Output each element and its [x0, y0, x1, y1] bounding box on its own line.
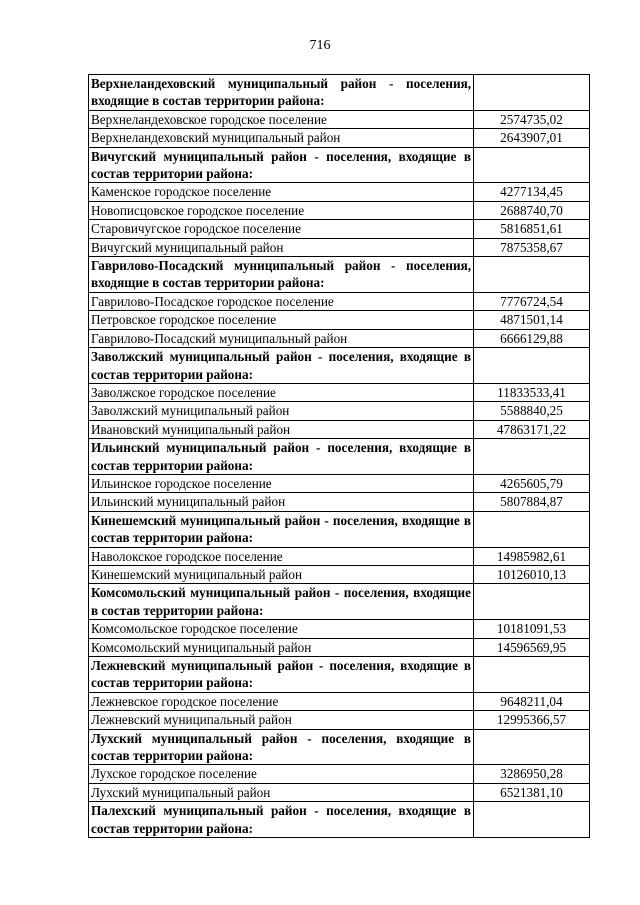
settlement-name: Верхнеландеховское городское поселение — [89, 110, 474, 128]
settlement-name: Лухское городское поселение — [89, 765, 474, 783]
settlement-name: Вичугский муниципальный район — [89, 238, 474, 256]
district-header-row — [89, 729, 590, 765]
district-header-row — [89, 439, 590, 475]
settlement-name: Заволжский муниципальный район — [89, 402, 474, 420]
district-header-row — [89, 657, 590, 693]
amount-cell — [474, 729, 590, 765]
table-row — [89, 110, 590, 128]
settlement-name: Каменское городское поселение — [89, 183, 474, 201]
table-row — [89, 329, 590, 347]
amount-cell: 4277134,45 — [474, 183, 590, 201]
settlement-name: Старовичугское городское поселение — [89, 220, 474, 238]
amount-cell: 14985982,61 — [474, 547, 590, 565]
settlement-name: Лухский муниципальный район — [89, 783, 474, 801]
amount-cell: 7776724,54 — [474, 292, 590, 310]
amount-cell: 6521381,10 — [474, 783, 590, 801]
table-row — [89, 638, 590, 656]
district-header-name: Вичугский муниципальный район - поселения, входящие в состав территории района: — [89, 147, 474, 183]
amount-cell: 2574735,02 — [474, 110, 590, 128]
amount-cell — [474, 511, 590, 547]
settlement-name: Верхнеландеховский муниципальный район — [89, 129, 474, 147]
table-row — [89, 474, 590, 492]
district-header-row — [89, 348, 590, 384]
district-header-row — [89, 147, 590, 183]
table-row — [89, 711, 590, 729]
amount-cell: 3286950,28 — [474, 765, 590, 783]
amount-cell: 7875358,67 — [474, 238, 590, 256]
amount-cell: 5588840,25 — [474, 402, 590, 420]
amount-cell — [474, 657, 590, 693]
amount-cell: 6666129,88 — [474, 329, 590, 347]
amount-cell: 47863171,22 — [474, 420, 590, 438]
amount-cell — [474, 75, 590, 111]
district-header-row — [89, 511, 590, 547]
table-row — [89, 547, 590, 565]
table-row — [89, 238, 590, 256]
amount-cell: 2643907,01 — [474, 129, 590, 147]
settlement-name: Ильинский муниципальный район — [89, 493, 474, 511]
district-header-name: Гаврилово-Посадский муниципальный район - поселения, входящие в состав территории района: — [89, 257, 474, 293]
district-header-row — [89, 257, 590, 293]
district-header-name: Лухский муниципальный район - поселения, входящие в состав территории района: — [89, 729, 474, 765]
amount-cell — [474, 802, 590, 838]
amount-cell: 11833533,41 — [474, 383, 590, 401]
amount-cell: 12995366,57 — [474, 711, 590, 729]
amount-cell: 4265605,79 — [474, 474, 590, 492]
table-row — [89, 493, 590, 511]
amount-cell: 10126010,13 — [474, 565, 590, 583]
district-header-row — [89, 584, 590, 620]
settlement-name: Гаврилово-Посадское городское поселение — [89, 292, 474, 310]
district-header-row — [89, 802, 590, 838]
settlement-name: Заволжское городское поселение — [89, 383, 474, 401]
table-row — [89, 220, 590, 238]
amount-cell: 4871501,14 — [474, 311, 590, 329]
amount-cell: 2688740,70 — [474, 201, 590, 219]
settlement-name: Кинешемский муниципальный район — [89, 565, 474, 583]
district-header-name: Лежневский муниципальный район - поселения, входящие в состав территории района: — [89, 657, 474, 693]
district-header-name: Палехский муниципальный район - поселения, входящие в состав территории района: — [89, 802, 474, 838]
settlement-name: Лежневский муниципальный район — [89, 711, 474, 729]
settlement-name: Комсомольское городское поселение — [89, 620, 474, 638]
district-header-name: Заволжский муниципальный район - поселения, входящие в состав территории района: — [89, 348, 474, 384]
amount-cell — [474, 257, 590, 293]
table-row — [89, 383, 590, 401]
settlement-name: Наволокское городское поселение — [89, 547, 474, 565]
district-header-name: Кинешемский муниципальный район - поселения, входящие в состав территории района: — [89, 511, 474, 547]
table-row — [89, 565, 590, 583]
budget-table — [88, 74, 590, 838]
table-row — [89, 620, 590, 638]
table-row — [89, 292, 590, 310]
table-row — [89, 765, 590, 783]
settlement-name: Гаврилово-Посадский муниципальный район — [89, 329, 474, 347]
table-row — [89, 311, 590, 329]
amount-cell: 5807884,87 — [474, 493, 590, 511]
amount-cell: 5816851,61 — [474, 220, 590, 238]
table-row — [89, 783, 590, 801]
amount-cell: 10181091,53 — [474, 620, 590, 638]
page-number: 716 — [309, 38, 331, 53]
district-header-name: Ильинский муниципальный район - поселения, входящие в состав территории района: — [89, 439, 474, 475]
amount-cell — [474, 147, 590, 183]
district-header-row — [89, 75, 590, 111]
table-row — [89, 402, 590, 420]
table-row — [89, 420, 590, 438]
amount-cell — [474, 439, 590, 475]
amount-cell: 9648211,04 — [474, 692, 590, 710]
settlement-name: Новописцовское городское поселение — [89, 201, 474, 219]
amount-cell: 14596569,95 — [474, 638, 590, 656]
settlement-name: Петровское городское поселение — [89, 311, 474, 329]
table-row — [89, 129, 590, 147]
district-header-name: Верхнеландеховский муниципальный район - поселения, входящие в состав территории района: — [89, 75, 474, 111]
budget-table-body — [89, 75, 590, 838]
settlement-name: Комсомольский муниципальный район — [89, 638, 474, 656]
settlement-name: Ивановский муниципальный район — [89, 420, 474, 438]
table-row — [89, 201, 590, 219]
amount-cell — [474, 348, 590, 384]
table-row — [89, 692, 590, 710]
amount-cell — [474, 584, 590, 620]
district-header-name: Комсомольский муниципальный район - поселения, входящие в состав территории района: — [89, 584, 474, 620]
table-row — [89, 183, 590, 201]
settlement-name: Ильинское городское поселение — [89, 474, 474, 492]
settlement-name: Лежневское городское поселение — [89, 692, 474, 710]
